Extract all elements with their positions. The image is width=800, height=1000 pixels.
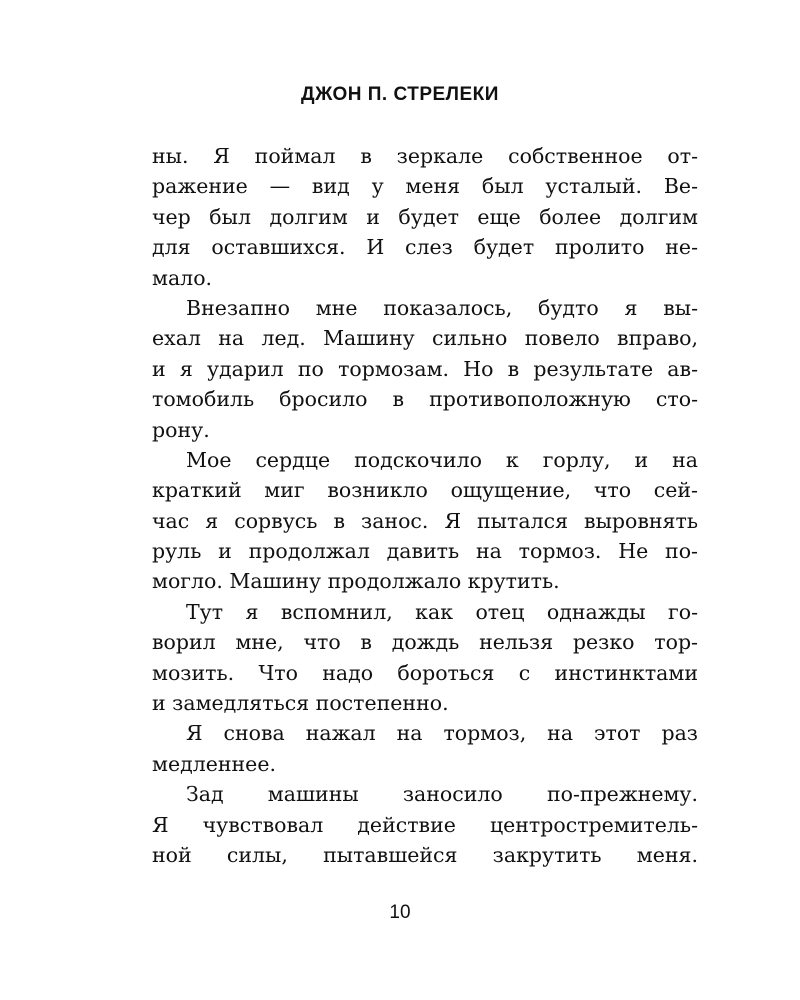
- text-line: томобиль бросило в противоположную сто-: [152, 387, 698, 412]
- paragraph: [152, 718, 698, 779]
- body-text: [152, 141, 698, 870]
- text-line: руль и продолжал давить на тормоз. Не по-: [152, 539, 698, 564]
- text-line: мозить. Что надо бороться с инстинктами: [152, 660, 698, 685]
- text-line: ехал на лед. Машину сильно повело вправо,: [152, 326, 698, 351]
- text-line: Я чувствовал действие центростремитель-: [152, 812, 698, 837]
- text-line: и я ударил по тормозам. Но в результате ав-: [152, 356, 698, 381]
- paragraph: [152, 141, 698, 293]
- text-line: Мое сердце подскочило к горлу, и на: [186, 447, 698, 472]
- text-line: медленнее.: [152, 751, 276, 776]
- text-line: ворил мне, что в дождь нельзя резко тор-: [152, 630, 698, 655]
- text-line: Зад машины заносило по-прежнему.: [186, 782, 698, 807]
- running-head-author: ДЖОН П. СТРЕЛЕКИ: [301, 84, 499, 105]
- paragraph: [152, 779, 698, 870]
- paragraph: [152, 293, 698, 445]
- text-line: Я снова нажал на тормоз, на этот раз: [186, 721, 698, 746]
- text-line: час я сорвусь в занос. Я пытался выровнять: [152, 508, 698, 533]
- text-line: ражение — вид у меня был усталый. Ве-: [152, 174, 698, 199]
- text-line: чер был долгим и будет еще более долгим: [152, 204, 698, 229]
- paragraph: [152, 597, 698, 719]
- text-line: краткий миг возникло ощущение, что сей-: [152, 478, 698, 503]
- text-line: ны. Я поймал в зеркале собственное от-: [152, 144, 698, 168]
- text-line: мало.: [152, 265, 213, 290]
- page-number: 10: [389, 902, 411, 923]
- text-line: ной силы, пытавшейся закрутить меня.: [152, 842, 698, 867]
- text-line: для оставшихся. И слез будет пролито не-: [152, 235, 698, 260]
- text-line: и замедляться постепенно.: [152, 691, 449, 716]
- paragraph: [152, 445, 698, 597]
- text-line: Тут я вспомнил, как отец однажды го-: [186, 599, 698, 624]
- text-line: могло. Машину продолжало крутить.: [152, 569, 560, 594]
- text-line: Внезапно мне показалось, будто я вы-: [186, 295, 698, 320]
- text-line: рону.: [152, 417, 210, 442]
